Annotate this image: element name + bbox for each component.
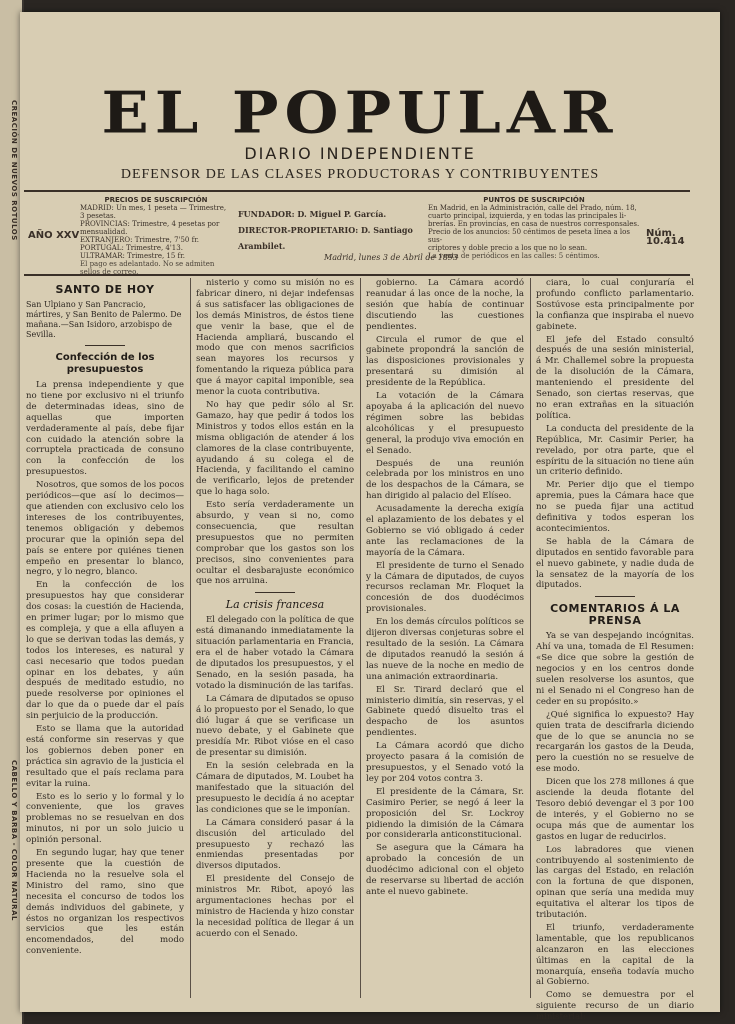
column-4 bbox=[536, 278, 694, 1023]
article-heading: COMENTARIOS Á LA PRENSA bbox=[550, 602, 680, 628]
column-1 bbox=[26, 278, 184, 998]
article-paragraph: El Sr. Tirard declaró que el ministerio dimitía, sin reservas, y el Gabinete quedó disuelto tras el despacho de los asuntos pendientes. bbox=[366, 684, 524, 739]
subscription-lines bbox=[80, 204, 232, 260]
article-paragraph: San Ulpiano y San Pancracio, mártires, y San Benito de Palermo. De mañana.—San Isidoro, arzobispo de Sevilla. bbox=[26, 300, 182, 339]
column-rule bbox=[530, 278, 531, 998]
info-line: PORTUGAL: Trimestre, 4'13. bbox=[80, 244, 183, 252]
issue-number: Núm. 10.414 bbox=[646, 228, 685, 247]
info-line: En Madrid, en la Administración, calle del Prado, núm. 18, bbox=[428, 204, 637, 212]
newspaper-tagline: DEFENSOR DE LAS CLASES PRODUCTORAS Y CONTRIBUYENTES bbox=[120, 167, 600, 182]
article-paragraph: Los labradores que vienen contribuyendo al sostenimiento de las cargas del Estado, en relación con la fortuna de que disponen, opinan que sería una medida muy equitativa el alterar los tipos de tributación. bbox=[536, 844, 694, 921]
subscription-heading: PRECIOS DE SUSCRIPCIÓN bbox=[104, 196, 208, 204]
info-line: Precio de los anuncios: 50 céntimos de peseta línea a los sus- bbox=[428, 228, 630, 244]
points-note: La venta de periódicos en las calles: 5 céntimos. bbox=[428, 252, 600, 260]
article-paragraph: Dicen que los 278 millones á que asciende la deuda flotante del Tesoro debió devengar el 3 por 100 de interés, y el Gobierno no se ocupa más que de aumentar los gastos en lugar de reducirlos. bbox=[536, 777, 694, 842]
article-paragraph: En la confección de los presupuestos hay que considerar dos cosas: la cuestión de Hacienda, en primer lugar; por lo mismo que es compleja, y que a ella afluyen a lo que se derivan todas las demás, y todos los intereses, es natural y casi necesario que todos puedan opinar en los debates, y aún después de meditado estudio, no puede resolverse por opiniones el dar lo que da o puede dar el país sin perjuicio de la producción. bbox=[26, 580, 184, 722]
newspaper-subtitle: DIARIO INDEPENDIENTE bbox=[244, 144, 476, 163]
dateline: Madrid, lunes 3 de Abril de 1893 bbox=[324, 253, 459, 262]
info-line: ULTRAMAR: Trimestre, 15 fr. bbox=[80, 252, 185, 260]
year-label: AÑO XXV bbox=[28, 230, 80, 241]
column-rule bbox=[360, 278, 361, 998]
article-paragraph: Esto sería verdaderamente un absurdo, y vean si no, como consecuencia, que resultan presupuestos que no permiten comprobar que los gastos son los precisos, sino convenientes para ocultar el desbarajuste económico que nos arruina. bbox=[196, 500, 354, 587]
points-heading: PUNTOS DE SUSCRIPCIÓN bbox=[483, 196, 585, 204]
article-paragraph: Esto se llama que la autoridad está conforme sin reservas y que los gobiernos deben poner en práctica sin agravio de la justicia el resultado que el país reclama para evitar la ruina. bbox=[26, 724, 184, 789]
article-columns bbox=[24, 278, 694, 1023]
article-paragraph: El presidente de la Cámara, Sr. Casimiro Perier, se negó á leer la proposición del Sr. Lockroy pidiendo la dimisión de la Cámara por considerarla anticonstitucional. bbox=[366, 786, 524, 841]
spine-bottom-text: CABELLO Y BARBA - COLOR NATURAL bbox=[10, 760, 18, 921]
newspaper-title: EL POPULAR bbox=[101, 78, 619, 147]
article-paragraph: Acusadamente la derecha exigía el aplazamiento de los debates y el Gobierno se vió obligado á ceder ante las reclamaciones de la mayoría de la Cámara. bbox=[366, 504, 524, 558]
article-paragraph: En segundo lugar, hay que tener presente que la cuestión de Hacienda no la resuelve sola el Ministro del ramo, sino que necesita el concurso de todos los demás individuos del gabinete, y éstos no organizan los respectivos servicios que les están encomendados, del modo conveniente. bbox=[26, 848, 184, 957]
info-line: cuarto principal, izquierda, y en todas las principales li- bbox=[428, 212, 627, 220]
subscription-points bbox=[428, 196, 640, 260]
article-paragraph: Después de una reunión celebrada por los ministros en uno de los despachos de la Cámara, se han dirigido al palacio del Elíseo. bbox=[366, 458, 524, 502]
article-paragraph: La Cámara acordó que dicho proyecto pasara á la comisión de presupuestos, y el Senado votó la ley por 204 votos contra 3. bbox=[366, 741, 524, 784]
article-heading: Confección de los presupuestos bbox=[55, 352, 155, 375]
info-bar bbox=[24, 190, 690, 276]
article-paragraph: nisterio y como su misión no es fabricar dinero, ni dejar indefensas á sus satisfacer las obligaciones de los demás Ministros, de éstos tiene que venir la base, que el de Hacienda ampliará, buscando el modo que con menos sacrificios sean mayores los recursos y fomentando la riqueza pública para que á mayor capital imponible, sea menor la cuota contributiva. bbox=[196, 278, 354, 398]
article-paragraph: El jefe del Estado consultó después de una sesión ministerial, á Mr. Challemel sobre la propuesta de la disolución de la Cámara, manteniendo el presidente del Senado, son ciertas reservas, que no eran extrañas en la situación política. bbox=[536, 334, 694, 421]
article-paragraph: La Cámara consideró pasar á la discusión del articulado del presupuesto y rechazó las enmiendas presentadas por diversos diputados. bbox=[196, 817, 354, 872]
article-paragraph: La Cámara de diputados se opuso á lo propuesto por el Senado, lo que dió lugar á que se verificase un nuevo debate, y el Gabinete que presidía Mr. Ribot vióse en el caso de presentar su dimisión. bbox=[196, 693, 354, 759]
spine-top-text: CREACIÓN DE NUEVOS ROTULOS bbox=[10, 100, 18, 241]
article-paragraph: Nosotros, que somos de los pocos periódicos—que así lo decimos—que atienden con exclusivo celo los intereses de los contribuyentes, tenemos obligación y debemos procurar que la opinión sepa del país se entere por quiénes tienen empeño en presentar lo blanco, negro, y lo negro, blanco. bbox=[26, 480, 184, 578]
info-line: PROVINCIAS: Trimestre, 4 pesetas por mensualidad. bbox=[80, 220, 220, 236]
article-paragraph: El presidente del Consejo de ministros Mr. Ribot, apoyó las argumentaciones hechas por el ministro de Hacienda y hizo constar la necesidad política de llegar á un acuerdo con el Senado. bbox=[196, 874, 354, 939]
column-rule bbox=[190, 278, 191, 998]
article-heading: La crisis francesa bbox=[225, 598, 325, 612]
article-paragraph: La prensa independiente y que no tiene por exclusivo ni el triunfo de determinadas ideas, sino de aquellas que importen verdaderamente al país, debe fijar con cuidado la atención sobre la corruptela practicada de consuno con la confección de los presupuestos. bbox=[26, 380, 184, 478]
article-paragraph: Se asegura que la Cámara ha aprobado la concesión de un duodécimo adicional con el objeto de reservarse su libertad de acción ante el nuevo gabinete. bbox=[366, 843, 524, 897]
section-separator bbox=[595, 596, 635, 597]
article-paragraph: Circula el rumor de que el gabinete propondrá la sanción de las disposiciones provisionales y presentará su dimisión al presidente de la República. bbox=[366, 334, 524, 389]
article-paragraph: Mr. Perier dijo que el tiempo apremia, pues la Cámara hace que no se pueda fijar una actitud definitiva y todos esperan los acontecimientos. bbox=[536, 480, 694, 534]
article-paragraph: En los demás círculos políticos se dijeron diversas conjeturas sobre el resultado de la sesión. La Cámara de diputados reanudó la sesión á las nueve de la noche en medio de una animación extraordinaria. bbox=[366, 617, 524, 682]
staff-credits bbox=[238, 206, 424, 254]
article-paragraph: El triunfo, verdaderamente lamentable, que los republicanos alcanzaron en las elecciones últimas en la capital de la monarquía, enseña todavía mucho al Gobierno. bbox=[536, 922, 694, 988]
founder-line: FUNDADOR: D. Miguel P. García. bbox=[238, 209, 387, 219]
points-lines bbox=[428, 204, 640, 252]
article-paragraph: El presidente de turno el Senado y la Cámara de diputados, de cuyos recursos reclaman Mr. Floquet la concesión de dos duodécimos provisionales. bbox=[366, 560, 524, 615]
article-paragraph: Se habla de la Cámara de diputados en sentido favorable para el nuevo gabinete, y nadie duda de la sensatez de la mayoría de los diputados. bbox=[536, 536, 694, 591]
article-heading: SANTO DE HOY bbox=[55, 283, 155, 296]
article-paragraph: No hay que pedir sólo al Sr. Gamazo, hay que pedir á todos los Ministros y todos ellos están en la misma obligación de atender á los clamores de la clase contribuyente, ayudando á su colega el de Hacienda, y facilitando el camino de verificarlo, lejos de pretender que lo haga solo. bbox=[196, 399, 354, 498]
info-line: EXTRANJERO: Trimestre, 7'50 fr. bbox=[80, 236, 200, 244]
section-separator bbox=[85, 345, 125, 346]
section-separator bbox=[255, 592, 295, 593]
article-paragraph: El delegado con la política de que está dimanando inmediatamente la situación parlamentaria en Francia, era el de haber votado la Cámara de diputados los presupuestos, y el Senado, en la sesión pasada, ha votado la disminución de las tarifas. bbox=[196, 615, 354, 691]
article-paragraph: Ya se van despejando incógnitas. Ahí va una, tomada de El Resumen: «Se dice que sobre la gestión de negocios y en los centros donde suelen resolverse los asuntos, que ni el Senado ni el Congreso han de ceder en su propósito.» bbox=[536, 631, 694, 707]
article-paragraph: La votación de la Cámara apoyaba á la aplicación del nuevo régimen sobre las bebidas alcohólicas y el presupuesto general, la produjo viva emoción en el Senado. bbox=[366, 391, 524, 456]
director-line: DIRECTOR-PROPIETARIO: D. Santiago Arambilet. bbox=[238, 225, 413, 251]
info-line: criptores y doble precio a los que no lo sean. bbox=[428, 244, 588, 252]
masthead bbox=[40, 78, 680, 183]
article-paragraph: Esto es lo serio y lo formal y lo conveniente, que los graves problemas no se resuelvan en dos minutos, ni por un solo juicio u opinión personal. bbox=[26, 791, 184, 846]
article-paragraph: ¿Qué significa lo expuesto? Hay quien trata de descifrarla diciendo que de lo que se anuncia no se recargarán los gastos de la Deuda, pero la cuestión no se resuelve de ese modo. bbox=[536, 709, 694, 775]
article-paragraph: En la sesión celebrada en la Cámara de diputados, M. Loubet ha manifestado que la situación del presupuesto le decidía á no aceptar las condiciones que se le imponían. bbox=[196, 761, 354, 815]
info-line: MADRID: Un mes, 1 peseta — Trimestre, 3 pesetas. bbox=[80, 204, 227, 220]
column-3 bbox=[366, 278, 524, 998]
article-paragraph: gobierno. La Cámara acordó reanudar á las once de la noche, la sesión que había de continuar discutiendo las cuestiones pendientes. bbox=[366, 278, 524, 332]
article-paragraph: ciara, lo cual conjuraría el profundo conflicto parlamentario. Sostúvose esta principalmente por la confianza que inspiraba el nuevo gabinete. bbox=[536, 278, 694, 332]
info-line: brerías. En provincias, en casa de nuestros corresponsales. bbox=[428, 220, 640, 228]
article-paragraph: La conducta del presidente de la República, Mr. Casimir Perier, ha revelado, por otra parte, que el espíritu de la situación no tiene aún un criterio definido. bbox=[536, 423, 694, 478]
article-paragraph: Como se demuestra por el siguiente recurso de un diario ministerial: bbox=[536, 990, 694, 1023]
subscription-prices bbox=[80, 196, 232, 276]
subscription-note: El pago es adelantado. No se admiten sellos de correo. bbox=[80, 260, 215, 276]
column-2 bbox=[196, 278, 354, 998]
